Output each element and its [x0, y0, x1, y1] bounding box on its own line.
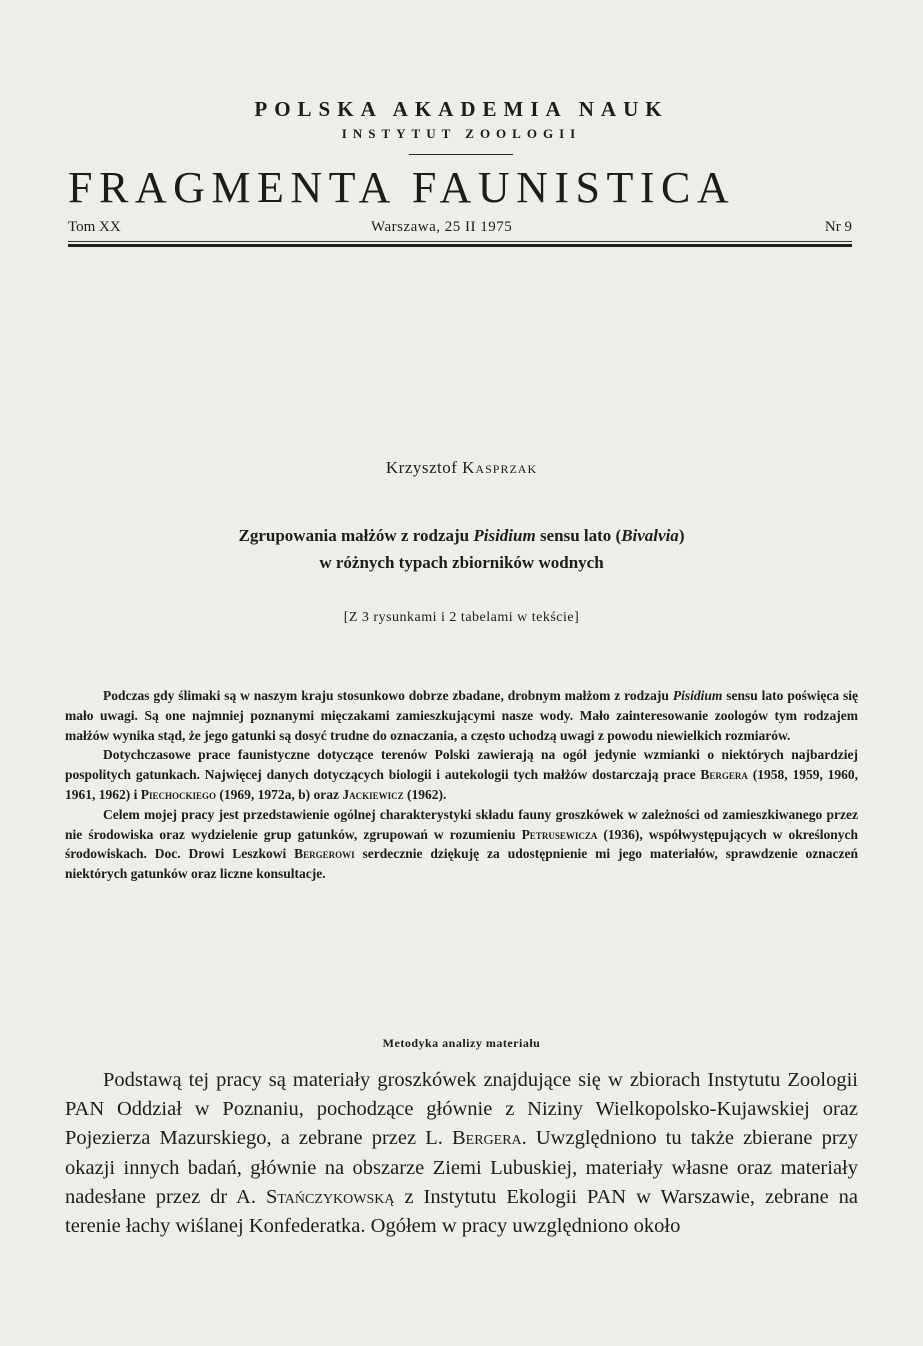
journal-title: FRAGMENTA FAUNISTICA [68, 163, 736, 212]
body-paragraph: Podstawą tej pracy są materiały groszkówek znajdujące się w zbiorach Instytutu Zoologii PAN Oddział w Poznaniu, pochodzące głównie z Niziny Wielkopolsko-Kujawskiej oraz Pojezierza Mazurskiego, a zebrane przez L. Bergera. Uwzględniono tu także zbierane przy okazji innych badań, głównie na obszarze Ziemi Lubuskiej, materiały własne oraz materiały nadesłane przez dr A. Stańczykowską z Instytutu Ekologii PAN w Warszawie, zebrane na terenie łachy wiślanej Konfederatka. Ogółem w pracy uwzględniono około [65, 1069, 859, 1238]
academy-name: POLSKA AKADEMIA NAUK [254, 97, 669, 121]
article-title [100, 522, 823, 576]
header-divider [409, 154, 513, 155]
title-text: sensu lato ( [539, 526, 622, 545]
title-class: Bivalvia [621, 526, 679, 545]
figures-note: [Z 3 rysunkami i 2 tabelami w tekście] [343, 610, 580, 625]
author-first-name: Krzysztof [385, 458, 458, 477]
header-rule-thin [68, 241, 852, 242]
issue-info [68, 219, 852, 239]
title-genus: Pisidium [473, 526, 536, 545]
abstract-paragraph: Podczas gdy ślimaki są w naszym kraju stosunkowo dobrze zbadane, drobnym małżom z rodzaju Pisidium sensu lato poświęca się mało uwagi. Są one najmniej poznanymi mięczakami zamieszkującymi nasze wody. Mało zainteresowanie zoologów tym rodzajem małżów wynika stąd, że jego gatunki są dosyć trudne do oznaczania, a często uchodzą uwagi z powodu niewielkich rozmiarów. [65, 688, 858, 743]
abstract-paragraph: Dotychczasowe prace faunistyczne dotyczące terenów Polski zawierają na ogół jedynie wzmianki o niektórych najbardziej pospolitych gatunkach. Najwięcej danych dotyczących biologii i autekologii tych małżów dostarczają prace Bergera (1958, 1959, 1960, 1961, 1962) i Piechockiego (1969, 1972a, b) oraz Jackiewicz (1962). [65, 747, 859, 802]
issue-number: Nr 9 [824, 219, 852, 235]
institute-name: INSTYTUT ZOOLOGII [341, 126, 582, 141]
author-last-name: Kasprzak [462, 458, 538, 477]
section-heading: Metodyka analizy materiału [382, 1036, 541, 1050]
body-text [65, 1066, 858, 1241]
header-rule-thick [68, 244, 852, 247]
title-text: ) [678, 526, 685, 545]
abstract-paragraph: Celem mojej pracy jest przedstawienie ogólnej charakterystyki składu fauny groszkówek w zależności od zamieszkiwanego przez nie środowiska oraz wydzielenie grup gatunków, zgrupowań w rozumieniu Petrusewicza (1936), współwystępujących w określonych środowiskach. Doc. Drowi Leszkowi Bergerowi serdecznie dziękuję za udostępnienie mi jego materiałów, sprawdzenie oznaczeń niektórych gatunków oraz liczne konsultacje. [65, 806, 859, 882]
title-text: Zgrupowania małżów z rodzaju [238, 526, 470, 545]
abstract [65, 686, 858, 884]
author-line [0, 458, 923, 478]
volume-label: Tom XX [68, 219, 121, 235]
date-place: Warszawa, 25 II 1975 [371, 219, 513, 235]
title-line-2: w różnych typach zbiorników wodnych [319, 553, 604, 572]
